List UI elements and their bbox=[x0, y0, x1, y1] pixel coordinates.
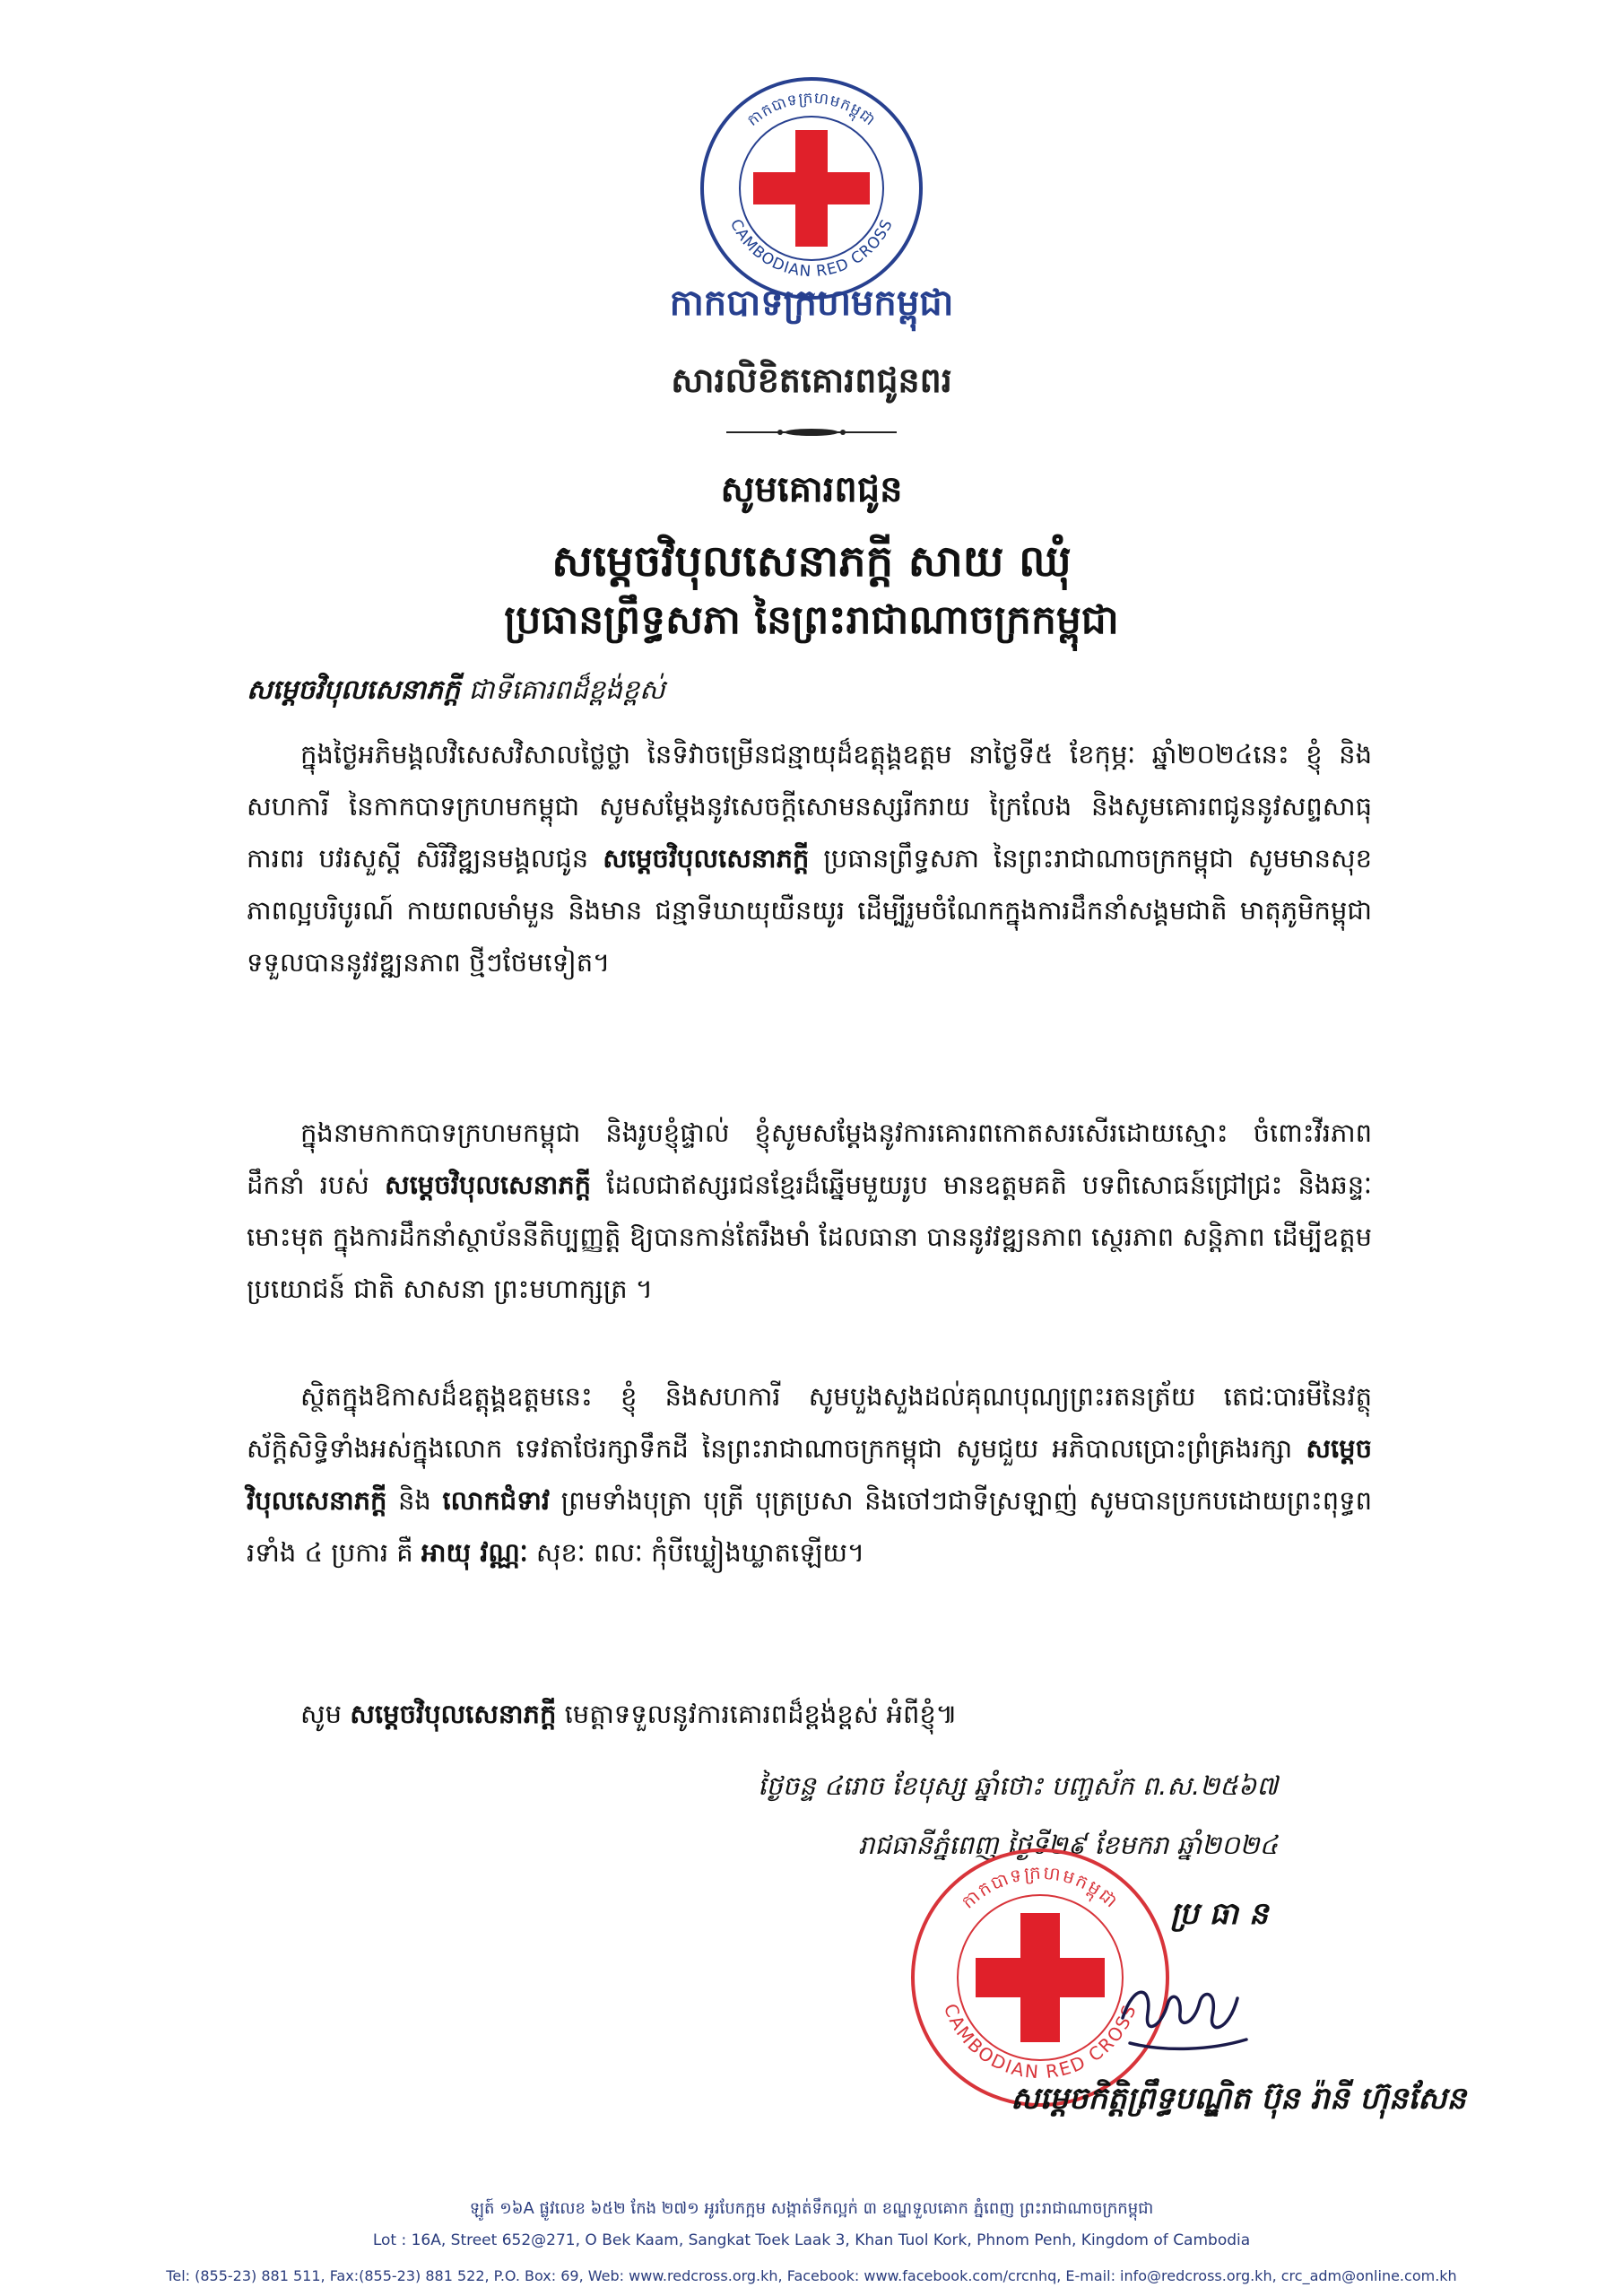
footer-address-english: Lot : 16A, Street 652@271, O Bek Kaam, Sangkat Toek Laak 3, Khan Tuol Kork, Phnom Penh, Kingdom of Cambodia bbox=[372, 2231, 1251, 2249]
signer-name: សម្ដេចកិត្តិព្រឹទ្ធបណ្ឌិត ប៊ុន រ៉ានី ហ៊ុនសែន bbox=[1011, 2081, 1466, 2117]
p3-honorific: សម្ដេចវិបុលសេនាភក្ដី bbox=[247, 1433, 1372, 1516]
p1-text-a: ក្នុងថ្ងៃអភិមង្គលវិសេសវិសាលថ្លៃថ្លា នៃទិវាចម្រើនជន្មាយុដ៏ឧត្តុង្គឧត្តម នាថ្ងៃទី៥ ខែកុម្ភៈ ឆ្នាំ២០២៤នេះ ខ្ញុំ និងសហការី នៃកាកបាទក្រហមកម្ពុជា សូមសម្ដែងនូវសេចក្ដីសោមនស្សរីករាយ ក្រៃលែង និងសូមគោរពជូននូវសព្ទសាធុការពរ បវរសួស្ដី សិរីវិឌ្ឍនមង្គលជូន bbox=[247, 739, 1372, 874]
solar-date: រាជធានីភ្នំពេញ ថ្ងៃទី២៩ ខែមករា ឆ្នាំ២០២៤ bbox=[857, 1830, 1278, 1860]
salutation: សូមគោរពជូន bbox=[720, 469, 903, 510]
greeting-rest: ជាទីគោរពដ៏ខ្ពង់ខ្ពស់ bbox=[460, 674, 665, 706]
closing-line bbox=[300, 1688, 958, 1740]
logo-english-text: CAMBODIAN RED CROSS bbox=[725, 216, 898, 282]
greeting-line bbox=[247, 673, 665, 712]
p3-text-a: ស្ថិតក្នុងឱកាសដ៏ឧត្តុង្គឧត្តមនេះ ខ្ញុំ និងសហការី សូមបួងសួងដល់គុណបុណ្យព្រះរតនត្រ័យ តេជៈបារមីនៃវត្ថុស័ក្ដិសិទ្ធិទាំងអស់ក្នុងលោក ទេវតាថែរក្សាទឹកដី នៃព្រះរាជាណាចក្រកម្ពុជា សូមជួយ អភិបាលប្រោះព្រំគ្រងរក្សា bbox=[247, 1381, 1372, 1464]
document-type: សារលិខិតគោរពជូនពរ bbox=[671, 361, 952, 400]
stamp-khmer-text: កាកបាទក្រហមកម្ពុជា bbox=[957, 1861, 1124, 1913]
signer-title: ប្រ ធា ន bbox=[1170, 1896, 1269, 1932]
p3-text-c: សុខៈ ពលៈ កុំបីឃ្លៀងឃ្លាតឡើយ។ bbox=[527, 1537, 865, 1568]
p2-text-b: ដែលជាឥស្សរជនខ្មែរដ៏ឆ្នើមមួយរូប មានឧត្ដមគតិ បទពិសោធន៍ជ្រៅជ្រះ និងឆន្ទៈមោះមុត ក្នុងការដឹកនាំស្ថាប័ននីតិប្បញ្ញត្តិ ឱ្យបានកាន់តែរឹងមាំ ដែលធានា បាននូវវឌ្ឍនភាព ស្ថេរភាព សន្តិភាព ដើម្បីឧត្ដមប្រយោជន៍ ជាតិ សាសនា ព្រះមហាក្សត្រ ។ bbox=[247, 1170, 1372, 1304]
p3-text-mid: និង bbox=[386, 1485, 443, 1516]
svg-text:កាកបាទក្រហមកម្ពុជា bbox=[957, 1862, 1123, 1913]
closing-text-a: សូម bbox=[300, 1699, 351, 1729]
logo-khmer-text: កាកបាទក្រហមកម្ពុជា bbox=[743, 89, 880, 130]
p2-honorific: សម្ដេចវិបុលសេនាភក្ដី bbox=[384, 1170, 592, 1200]
p2-text-a: ក្នុងនាមកាកបាទក្រហមកម្ពុជា និងរូបខ្ញុំផ្ទាល់ ខ្ញុំសូមសម្ដែងនូវការគោរពកោតសរសើរដោយស្មោះ ចំពោះវីរភាពដឹកនាំ របស់ bbox=[247, 1118, 1372, 1200]
svg-text:កាកបាទក្រហមកម្ពុជា bbox=[744, 90, 879, 130]
recipient-name: សម្ដេចវិបុលសេនាភក្ដី សាយ ឈុំ bbox=[551, 536, 1072, 587]
recipient-title: ប្រធានព្រឹទ្ធសភា នៃព្រះរាជាណាចក្រកម្ពុជា bbox=[504, 597, 1119, 643]
lunar-date: ថ្ងៃចន្ទ ៤រោច ខែបុស្ស ឆ្នាំថោះ បញ្ចស័ក ព.ស.២៥៦៧ bbox=[758, 1770, 1278, 1801]
closing-text-b: មេត្តាទទួលនូវការគោរពដ៏ខ្ពង់ខ្ពស់ អំពីខ្ញុំ៕ bbox=[556, 1699, 958, 1729]
body-paragraph-1 bbox=[247, 728, 1372, 988]
organization-name: កាកបាទក្រហមកម្ពុជា bbox=[669, 283, 954, 324]
p1-honorific: សម្ដេចវិបុលសេនាភក្ដី bbox=[603, 843, 810, 874]
p3-blessings: អាយុ វណ្ណៈ bbox=[421, 1537, 528, 1568]
body-paragraph-2 bbox=[247, 1107, 1372, 1315]
handwritten-signature bbox=[1112, 1964, 1255, 2063]
stamp-english-text: CAMBODIAN RED CROSS bbox=[939, 2000, 1141, 2083]
greeting-honorific: សម្ដេចវិបុលសេនាភក្ដី bbox=[247, 674, 461, 706]
p3-text-b: ព្រមទាំងបុត្រា បុត្រី បុត្រប្រសា និងចៅៗជាទីស្រឡាញ់ សូមបានប្រកបដោយព្រះពុទ្ធពរទាំង ៤ ប្រការ គឺ bbox=[247, 1485, 1372, 1568]
ornamental-divider bbox=[726, 425, 897, 439]
footer-contacts: Tel: (855-23) 881 511, Fax:(855-23) 881 522, P.O. Box: 69, Web: www.redcross.org.kh, Facebook: www.facebook.com/crcnhq, E-mail: info@redcross.org.kh, crc_adm@online.com.kh bbox=[166, 2267, 1457, 2284]
closing-honorific: សម្ដេចវិបុលសេនាភក្ដី bbox=[350, 1699, 557, 1729]
p1-text-b: ប្រធានព្រឹទ្ធសភា នៃព្រះរាជាណាចក្រកម្ពុជា សូមមានសុខភាពល្អបរិបូរណ៍ កាយពលមាំមួន និងមាន ជន្មាទីឃាយុយឺនយូរ ដើម្បីរួមចំណែកក្នុងការដឹកនាំសង្គមជាតិ មាតុភូមិកម្ពុជា ទទួលបាននូវវឌ្ឍនភាព ថ្មីៗថែមទៀត។ bbox=[247, 843, 1372, 978]
footer-address-khmer: ឡូត៍ ១៦A ផ្លូវលេខ ៦៥២ កែង ២៧១ អូរបែកក្អម សង្កាត់ទឹកល្អក់ ៣ ខណ្ឌទួលគោក ភ្នំពេញ ព្រះរាជាណាចក្រកម្ពុជា bbox=[469, 2199, 1154, 2218]
red-cross-logo bbox=[695, 72, 928, 305]
body-paragraph-3 bbox=[247, 1370, 1372, 1578]
p3-lady-title: លោកជំទាវ bbox=[442, 1485, 551, 1516]
